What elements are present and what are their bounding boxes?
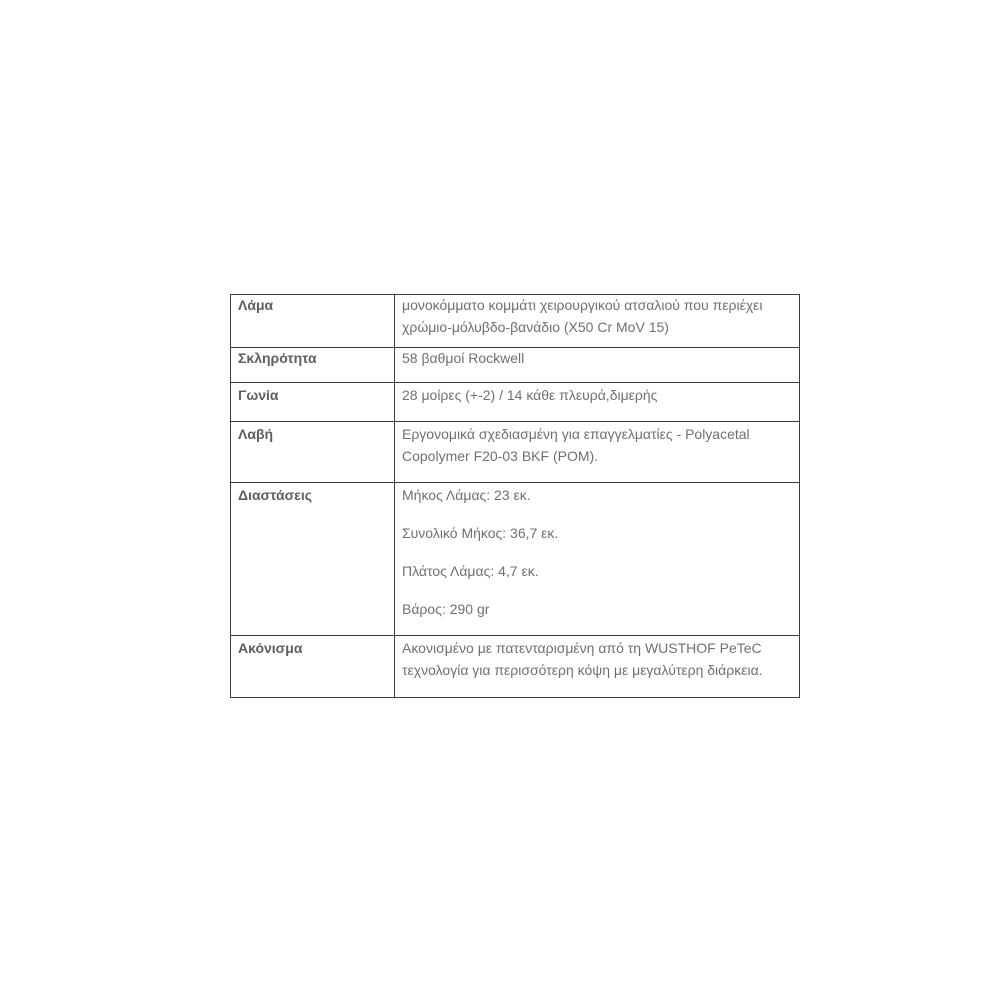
spec-label-text: Λαβή bbox=[238, 426, 274, 442]
spec-row-blade bbox=[231, 295, 800, 348]
spec-value-text: 28 μοίρες (+-2) / 14 κάθε πλευρά,διμερής bbox=[402, 387, 658, 403]
spec-label bbox=[231, 483, 395, 636]
spec-label bbox=[231, 295, 395, 348]
spec-label bbox=[231, 636, 395, 698]
spec-label-text: Σκληρότητα bbox=[238, 350, 317, 366]
spec-label-text: Γωνία bbox=[238, 387, 279, 403]
spec-value-text: Βάρος: 290 gr bbox=[402, 601, 490, 617]
spec-label bbox=[231, 383, 395, 422]
spec-value-text: Εργονομικά σχεδιασμένη για επαγγελματίες - Polyacetal Copolymer F20-03 BKF (POM). bbox=[402, 426, 750, 464]
spec-row-hardness bbox=[231, 348, 800, 383]
spec-row-handle bbox=[231, 422, 800, 483]
spec-label bbox=[231, 348, 395, 383]
spec-value bbox=[395, 636, 800, 698]
spec-row-angle bbox=[231, 383, 800, 422]
spec-value-text: Μήκος Λάμας: 23 εκ. bbox=[402, 487, 531, 503]
spec-label bbox=[231, 422, 395, 483]
spec-value bbox=[395, 295, 800, 348]
spec-value bbox=[395, 483, 800, 636]
spec-value bbox=[395, 348, 800, 383]
spec-row-sharpening bbox=[231, 636, 800, 698]
spec-label-text: Ακόνισμα bbox=[238, 640, 303, 656]
spec-label-text: Διαστάσεις bbox=[238, 487, 312, 503]
spec-value-text: μονοκόμματο κομμάτι χειρουργικού ατσαλιού που περιέχει χρώμιο-μόλυβδο-βανάδιο (X50 Cr MoV 15) bbox=[402, 297, 763, 335]
spec-value bbox=[395, 422, 800, 483]
specifications-table bbox=[230, 294, 800, 698]
spec-value-text: Συνολικό Μήκος: 36,7 εκ. bbox=[402, 525, 559, 541]
spec-value-text: Πλάτος Λάμας: 4,7 εκ. bbox=[402, 563, 539, 579]
spec-value-text: Ακονισμένο με πατενταρισμένη από τη WUSTHOF PeTeC τεχνολογία για περισσότερη κόψη με μεγαλύτερη διάρκεια. bbox=[402, 640, 763, 678]
spec-label-text: Λάμα bbox=[238, 297, 274, 313]
spec-value bbox=[395, 383, 800, 422]
spec-row-dimensions bbox=[231, 483, 800, 636]
spec-value-text: 58 βαθμοί Rockwell bbox=[402, 350, 525, 366]
